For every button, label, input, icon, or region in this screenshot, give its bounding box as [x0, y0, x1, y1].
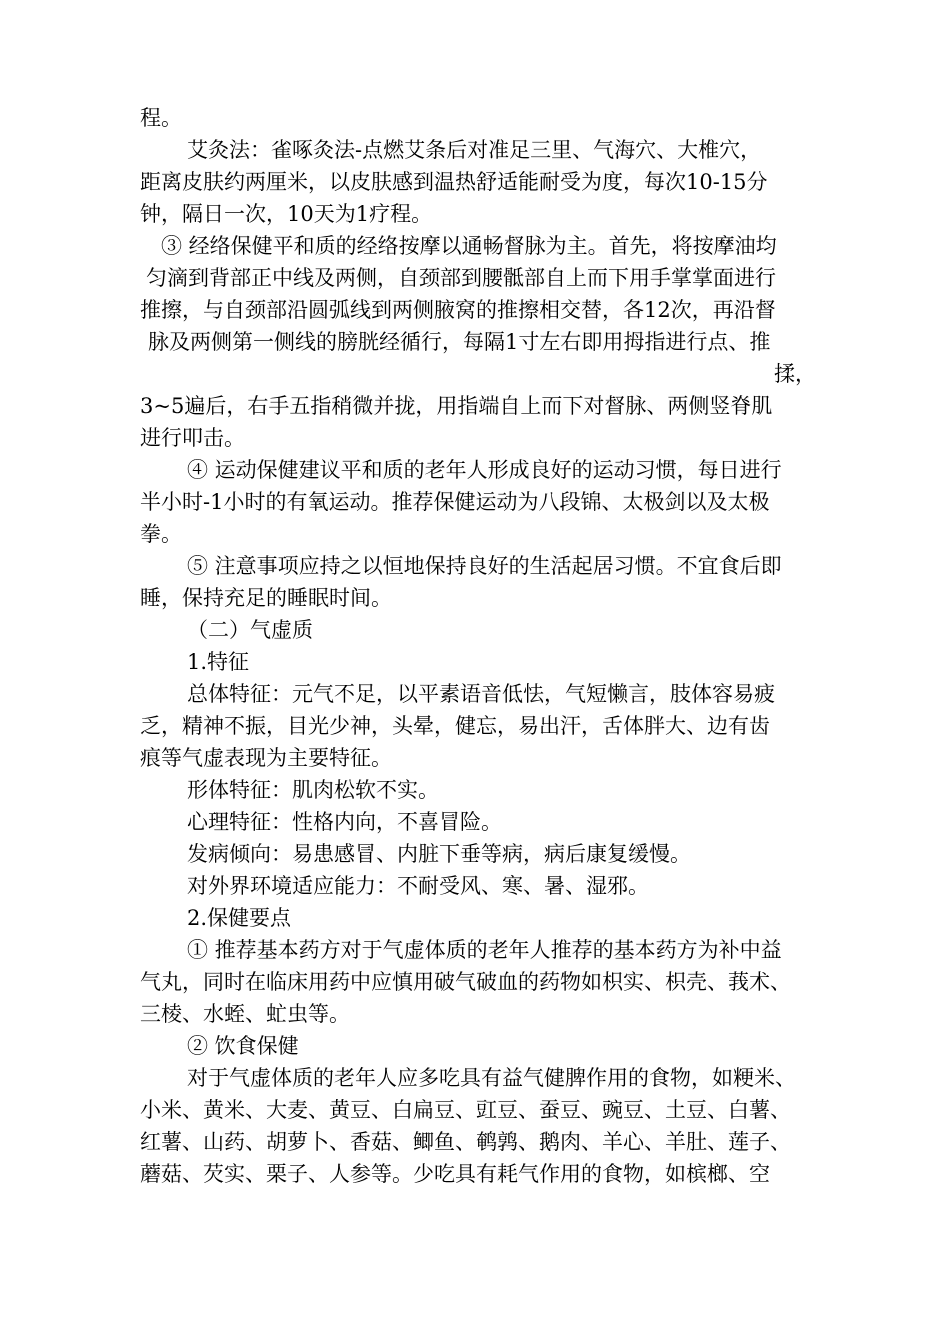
text-line: 乏，精神不振，目光少神，头晕，健忘，易出汗，舌体胖大、边有齿 [140, 714, 770, 738]
subsection-heading: 1.特征 [187, 650, 250, 674]
text-line: 总体特征：元气不足，以平素语音低怯，气短懒言，肢体容易疲 [187, 682, 775, 706]
text-line: 小米、黄米、大麦、黄豆、白扁豆、豇豆、蚕豆、豌豆、土豆、白薯、 [140, 1098, 791, 1122]
text-line: 匀滴到背部正中线及两侧，自颈部到腰骶部自上而下用手掌掌面进行 [146, 266, 776, 290]
text-line: 程。 [140, 106, 182, 130]
section-heading: （二）气虚质 [187, 618, 313, 642]
text-line: 钟，隔日一次，10天为1疗程。 [140, 202, 433, 226]
text-line: 艾灸法：雀啄灸法-点燃艾条后对准足三里、气海穴、大椎穴， [187, 138, 762, 162]
text-line: 气丸，同时在临床用药中应慎用破气破血的药物如枳实、枳壳、莪术、 [140, 970, 791, 994]
text-line: ③ 经络保健平和质的经络按摩以通畅督脉为主。首先，将按摩油均 [161, 234, 777, 258]
text-line: 蘑菇、芡实、栗子、人参等。少吃具有耗气作用的食物，如槟榔、空 [140, 1162, 770, 1186]
text-line: 心理特征：性格内向，不喜冒险。 [187, 810, 502, 834]
text-line: 3~5遍后，右手五指稍微并拢，用指端自上而下对督脉、两侧竖脊肌 [140, 394, 773, 418]
text-line: 半小时-1小时的有氧运动。推荐保健运动为八段锦、太极剑以及太极 [140, 490, 770, 514]
text-line: 三棱、水蛭、虻虫等。 [140, 1002, 350, 1026]
text-line: ⑤ 注意事项应持之以恒地保持良好的生活起居习惯。不宜食后即 [187, 554, 782, 578]
text-line: 揉， [774, 362, 816, 386]
text-line: ④ 运动保健建议平和质的老年人形成良好的运动习惯，每日进行 [187, 458, 782, 482]
subsection-heading: 2.保健要点 [187, 906, 292, 930]
text-line: 脉及两侧第一侧线的膀胱经循行，每隔1寸左右即用拇指进行点、推 [148, 330, 771, 354]
text-line: 拳。 [140, 522, 182, 546]
text-line: ② 饮食保健 [187, 1034, 299, 1058]
text-line: 对于气虚体质的老年人应多吃具有益气健脾作用的食物，如粳米、 [187, 1066, 796, 1090]
text-line: 红薯、山药、胡萝卜、香菇、鲫鱼、鹌鹑、鹅肉、羊心、羊肚、莲子、 [140, 1130, 791, 1154]
text-line: 距离皮肤约两厘米，以皮肤感到温热舒适能耐受为度，每次10-15分 [140, 170, 768, 194]
text-line: 进行叩击。 [140, 426, 245, 450]
text-line: 形体特征：肌肉松软不实。 [187, 778, 439, 802]
text-line: 对外界环境适应能力：不耐受风、寒、暑、湿邪。 [187, 874, 649, 898]
text-line: 睡，保持充足的睡眠时间。 [140, 586, 392, 610]
text-line: 推擦，与自颈部沿圆弧线到两侧腋窝的推擦相交替，各12次，再沿督 [140, 298, 776, 322]
text-line: ① 推荐基本药方对于气虚体质的老年人推荐的基本药方为补中益 [187, 938, 782, 962]
text-line: 痕等气虚表现为主要特征。 [140, 746, 392, 770]
text-line: 发病倾向：易患感冒、内脏下垂等病，病后康复缓慢。 [187, 842, 691, 866]
